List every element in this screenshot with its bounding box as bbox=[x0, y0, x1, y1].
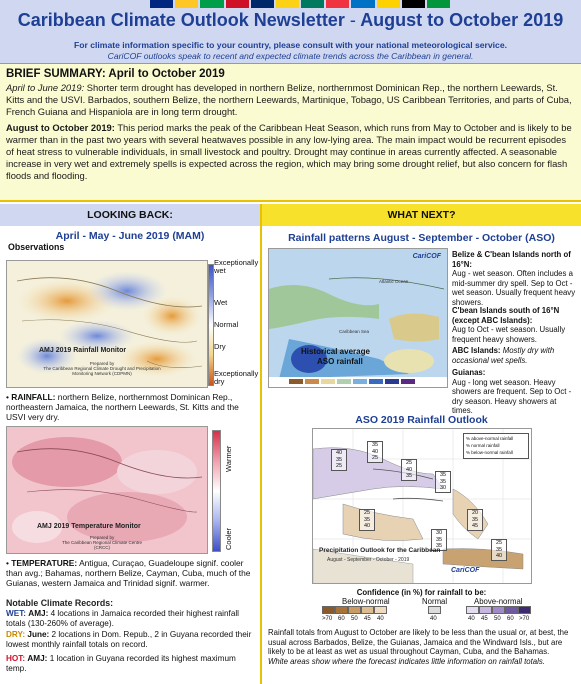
newsletter-header bbox=[0, 0, 581, 64]
aso-outlook-title: ASO 2019 Rainfall Outlook bbox=[355, 414, 488, 426]
temperature-map-label: AMJ 2019 Temperature Monitor bbox=[37, 523, 141, 530]
rainfall-map-credit: Prepared by The Caribbean Regional Climate Drought and Precipitation Monitoring Network (CDPMN) bbox=[43, 361, 161, 376]
temperature-map-credit: Prepared by The Caribbean Regional Climate Centre (CRCC) bbox=[61, 535, 143, 550]
header-subtitle: For climate information specific to your country, please consult with your national meteorological service. bbox=[74, 40, 507, 50]
historical-label-line-1: Historical average bbox=[301, 347, 370, 356]
confidence-title: Confidence (in %) for rainfall to be: bbox=[356, 588, 487, 597]
forecast-box: 35 40 25 bbox=[367, 441, 383, 463]
forecast-box: 25 35 40 bbox=[359, 509, 375, 531]
mam-period-title: April - May - June 2019 (MAM) bbox=[55, 230, 205, 242]
rainfall-map-label: AMJ 2019 Rainfall Monitor bbox=[39, 347, 127, 354]
caricof-logo: CariCOF bbox=[412, 253, 441, 260]
confidence-tick: 60 bbox=[507, 616, 514, 622]
south-islands-text: C'bean Islands south of 16°N (except ABC Islands): Aug to Oct - wet season. Usually frequent heavy showers. bbox=[452, 306, 566, 344]
brief-paragraph-2: August to October 2019: This period marks the peak of the Caribbean Heat Season, which runs from May to October and is likely to be warmer than in the past two years with several heatwaves possible in any low-lying area. The main impact would be recurrent episodes of heat stress to vulnerable individuals, in small livestock and poultry. Drought may continue in areas currently affected. A seasonable increase in very wet and extremely spells is expected across the region, which may bring some drought relief, but also concern for flash floods and flooding. bbox=[6, 121, 572, 182]
swatch-below-70 bbox=[322, 606, 335, 614]
record-dry: DRY: June: 2 locations in Dom. Repub., 2 in Guyana recorded their lowest monthly rainfall totals on record. bbox=[6, 630, 252, 649]
forecast-box: 25 35 40 bbox=[491, 539, 507, 561]
records-title: Notable Climate Records: bbox=[6, 598, 114, 608]
forecast-map-title: Precipitation Outlook for the Caribbean bbox=[319, 547, 441, 554]
abc-islands-text: ABC Islands: Mostly dry with occasional wet spells. bbox=[452, 346, 555, 365]
confidence-tick: 45 bbox=[364, 616, 371, 622]
rainfall-monitor-map bbox=[6, 260, 208, 388]
looking-back-heading: LOOKING BACK: bbox=[0, 204, 260, 226]
swatch-above-70 bbox=[518, 606, 531, 614]
legend-exceptionally-dry: Exceptionally dry bbox=[214, 369, 259, 386]
forecast-box: 20 35 45 bbox=[467, 509, 483, 531]
what-next-heading: WHAT NEXT? bbox=[262, 204, 581, 226]
aso-outlook-map bbox=[312, 428, 532, 584]
confidence-tick: 50 bbox=[351, 616, 358, 622]
swatch-below-45 bbox=[361, 606, 374, 614]
historical-aso-map bbox=[268, 248, 448, 388]
forecast-map-subtitle: August - September - October - 2019 bbox=[327, 557, 410, 563]
rainfall-observation: • RAINFALL: northern Belize, northernmost Dominican Rep., northeastern Jamaica, the northern Leewards, St. Kitts and the USVI very dry. bbox=[6, 392, 239, 423]
atlantic-label: Atlantic Ocean bbox=[379, 279, 409, 284]
caribbean-sea-label: Caribbean Sea bbox=[339, 329, 370, 334]
confidence-tick: >70 bbox=[322, 616, 333, 622]
legend-warmer: Warmer bbox=[224, 445, 233, 472]
what-next-column bbox=[262, 204, 581, 684]
temperature-legend-bar bbox=[212, 430, 221, 552]
forecast-box: 25 40 35 bbox=[401, 459, 417, 481]
confidence-normal-label: Normal bbox=[422, 597, 448, 606]
forecast-box: 30 35 35 bbox=[431, 529, 447, 551]
page-title: Caribbean Climate Outlook Newsletter - August to October 2019 bbox=[17, 10, 564, 30]
outlook-summary: Rainfall totals from August to October are likely to be less than the usual or, at best, the usual across Barbados, Belize, the Guianas, Jamaica and the Windward Isls., but are likely to be at least as wet as usual throughout Cayman, Cuba, and the Bahamas. White areas show where the forecast indicates little information on rainfall totals. bbox=[268, 628, 569, 666]
looking-back-column bbox=[0, 204, 260, 684]
historical-label-line-2: ASO rainfall bbox=[317, 357, 363, 366]
confidence-above-label: Above-normal bbox=[474, 597, 523, 606]
swatch-above-60 bbox=[505, 606, 518, 614]
confidence-below-label: Below-normal bbox=[342, 597, 390, 606]
confidence-tick: 50 bbox=[494, 616, 501, 622]
legend-wet: Wet bbox=[214, 298, 228, 307]
confidence-tick: 45 bbox=[481, 616, 488, 622]
observations-label: Observations bbox=[8, 242, 65, 252]
forecast-key: % above-normal rainfall % normal rainfall % below-normal rainfall bbox=[463, 433, 529, 459]
swatch-below-50 bbox=[348, 606, 361, 614]
swatch-normal-40 bbox=[428, 606, 441, 614]
forecast-caricof-logo: CariCOF bbox=[451, 567, 480, 574]
confidence-tick: 40 bbox=[468, 616, 475, 622]
legend-cooler: Cooler bbox=[224, 527, 233, 550]
forecast-box: 35 35 30 bbox=[435, 471, 451, 493]
confidence-tick: 40 bbox=[377, 616, 384, 622]
confidence-tick: 60 bbox=[338, 616, 345, 622]
flag-strip bbox=[150, 0, 450, 8]
legend-exceptionally-wet: Exceptionally wet bbox=[214, 258, 259, 275]
confidence-tick: >70 bbox=[519, 616, 530, 622]
confidence-tick: 40 bbox=[430, 616, 437, 622]
swatch-above-40 bbox=[466, 606, 479, 614]
legend-dry: Dry bbox=[214, 342, 226, 351]
brief-summary bbox=[0, 64, 581, 202]
legend-normal: Normal bbox=[214, 320, 239, 329]
belize-north-text: Belize & C'bean Islands north of 16°N: Aug - wet season. Often includes a mid-summer dry spell. Sep to Oct - wet season. Usually frequent heavy showers. bbox=[452, 250, 576, 307]
record-wet: WET: AMJ: 4 locations in Jamaica recorded their highest rainfall totals (130-260% of average). bbox=[6, 609, 240, 628]
swatch-below-40 bbox=[374, 606, 387, 614]
brief-paragraph-1: April to June 2019: Shorter term drought has developed in northern Belize, northernmost Dominican Rep., the northern Leewards, St. Kitts and the USVI. Barbados, southern Belize, the northern Leewards, Martinique, Tobago, US Caribbean Territories, and parts of Cuba, French Guiana and Hispaniola are in long term drought. bbox=[6, 82, 572, 118]
temperature-observation: • TEMPERATURE: Antigua, Curaçao, Guadeloupe signif. cooler than avg.; Bahamas, northern Belize, Cayman, Cuba, much of the Guianas, western Jamaica and Trinidad signif. warmer. bbox=[6, 558, 251, 589]
brief-heading: BRIEF SUMMARY: April to October 2019 bbox=[6, 68, 225, 80]
header-note: CariCOF outlooks speak to recent and expected climate trends across the Caribbean in general. bbox=[107, 51, 474, 61]
swatch-above-50 bbox=[492, 606, 505, 614]
swatch-above-45 bbox=[479, 606, 492, 614]
rainfall-patterns-title: Rainfall patterns August - September - October (ASO) bbox=[288, 232, 555, 244]
guianas-text: Guianas: Aug - long wet season. Heavy showers are frequent. Sep to Oct - dry season. Heavy showers at times. bbox=[452, 368, 572, 416]
record-hot: HOT: AMJ: 1 location in Guyana recorded its highest maximum temp. bbox=[6, 654, 236, 673]
forecast-box: 40 35 25 bbox=[331, 449, 347, 471]
temperature-monitor-map bbox=[6, 426, 208, 554]
swatch-below-60 bbox=[335, 606, 348, 614]
